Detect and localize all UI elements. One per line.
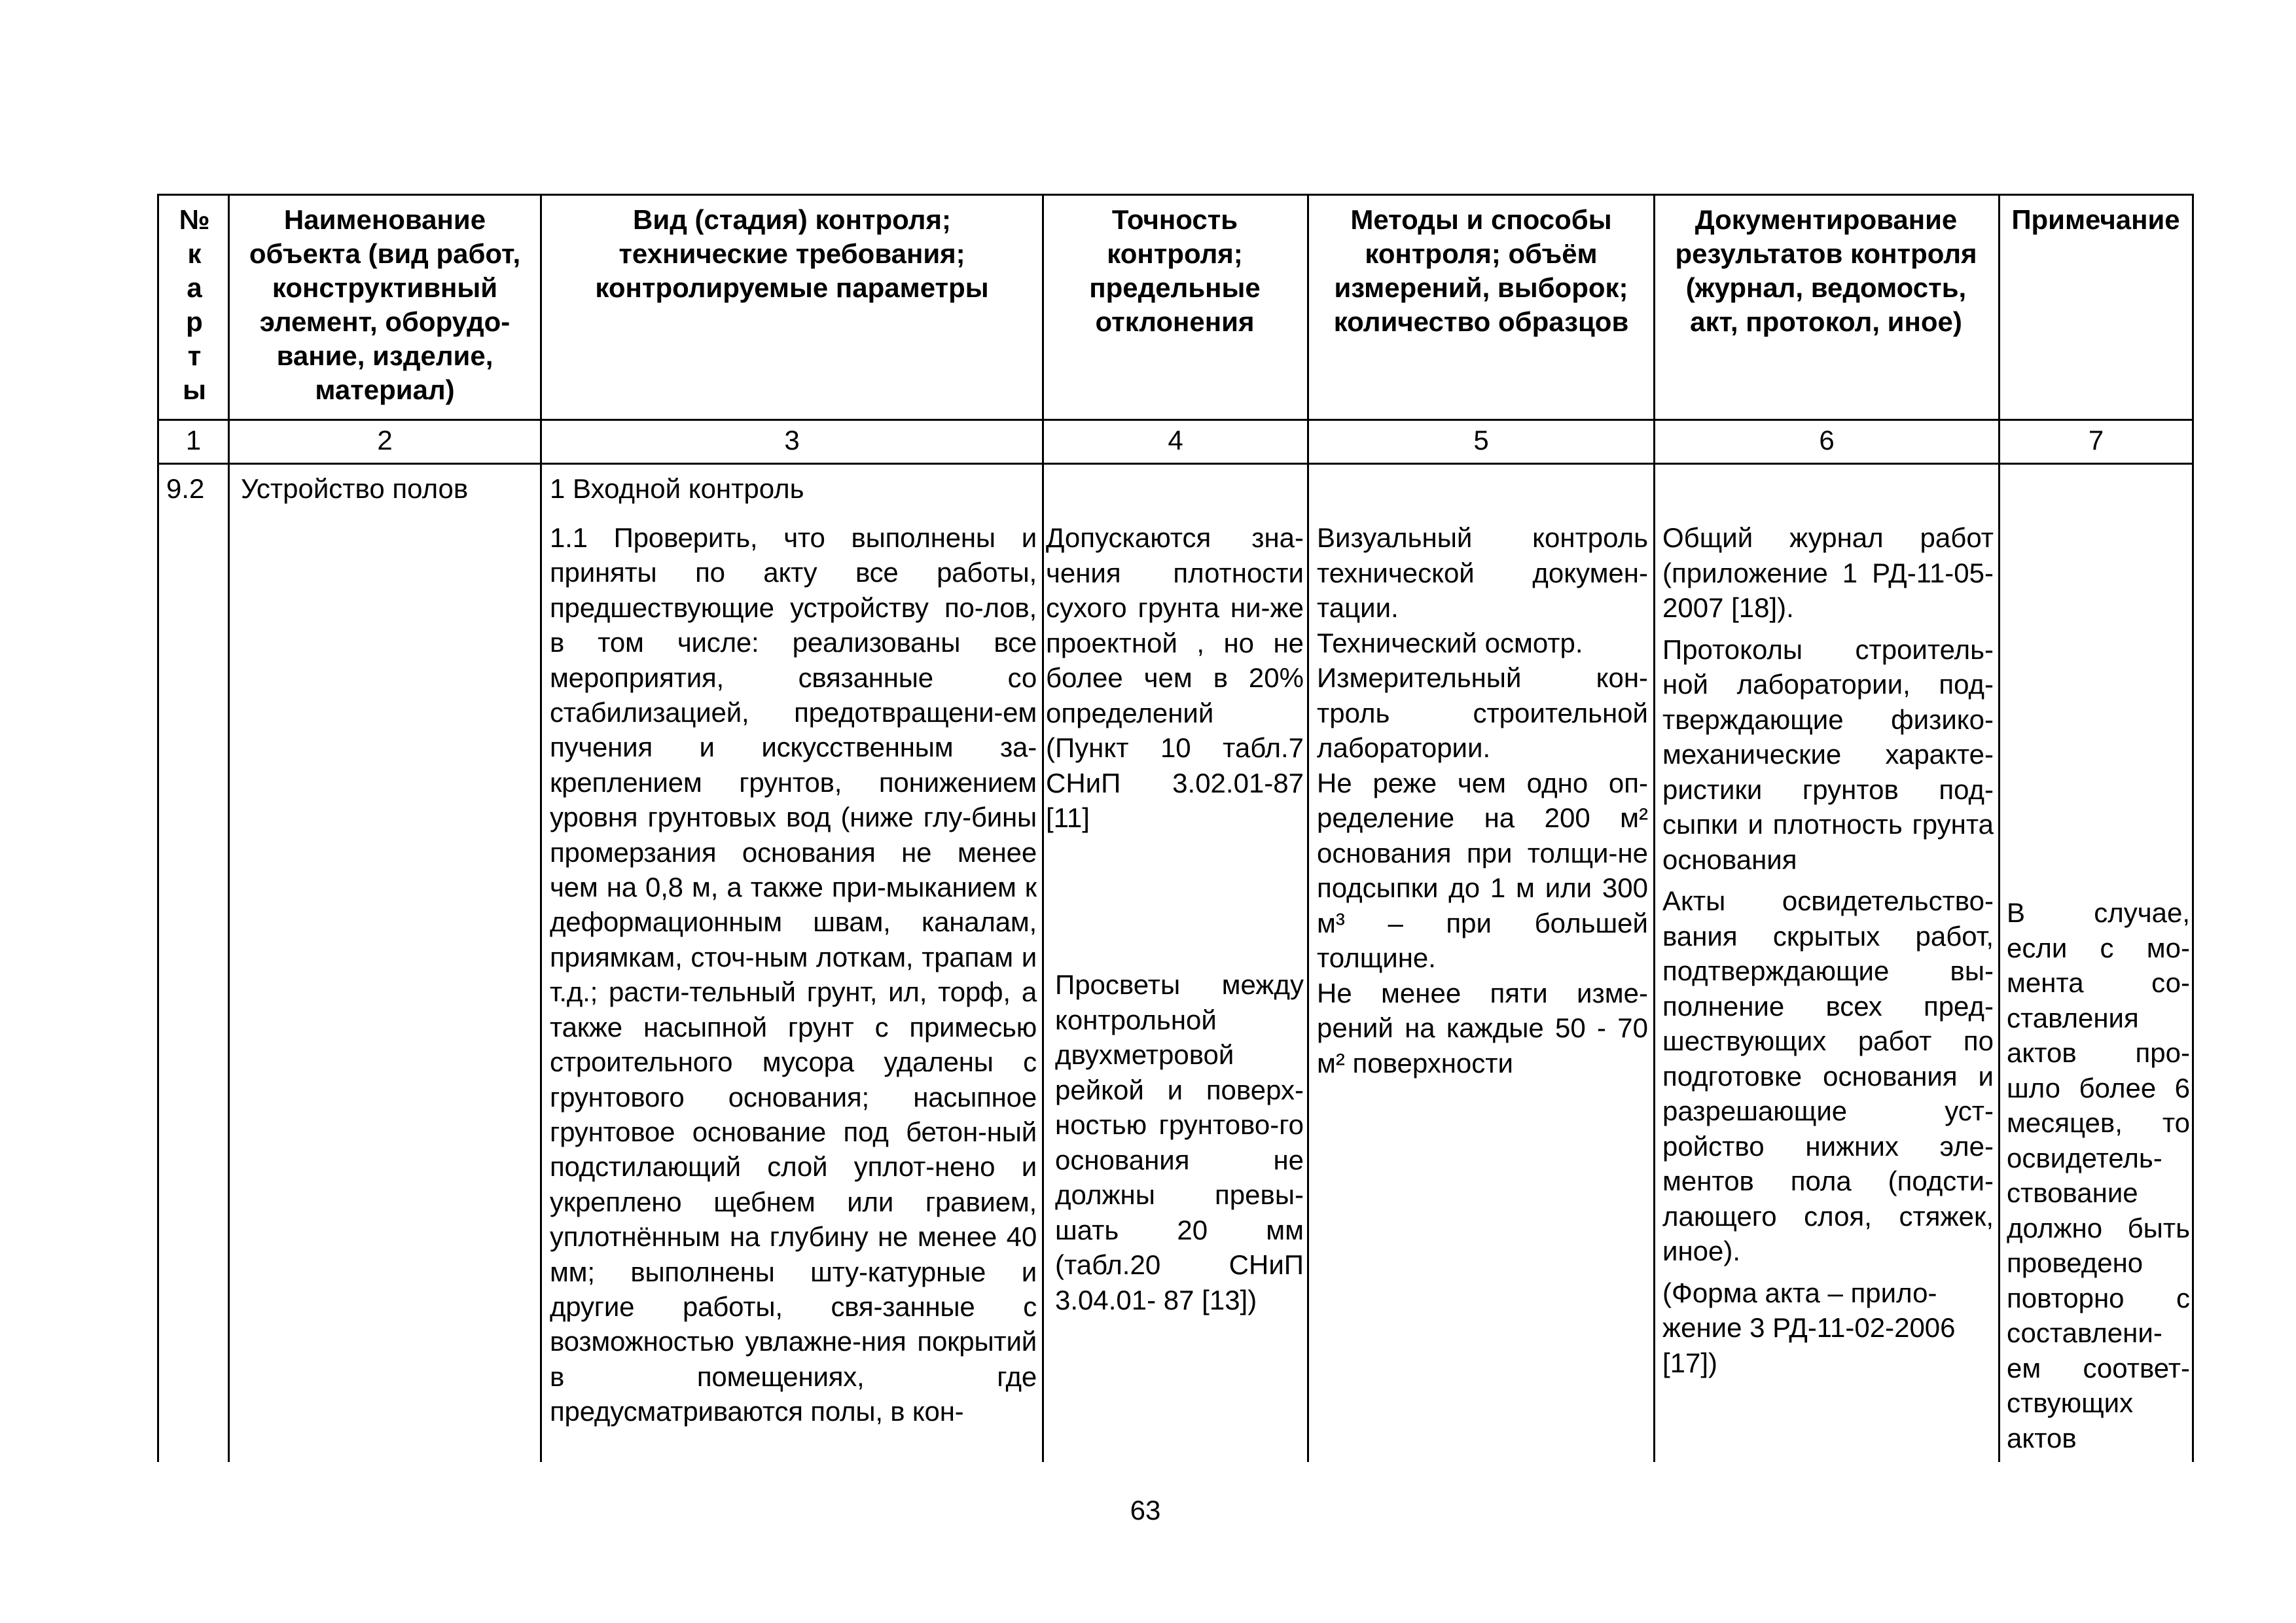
accuracy-text-1: Допускаются зна-чения плотности сухого грунта ни-же проектной , но не более чем в 20% определений (Пункт 10 табл.7 СНиП 3.02.01-87 [11]: [1046, 522, 1304, 833]
header-card-number-char: к: [187, 238, 202, 269]
methods-paragraph: Не менее пяти изме-рений на каждые 50 - 70 м² поверхности: [1317, 977, 1648, 1079]
column-divider-6: [1998, 194, 2000, 1462]
column-number-5: 5: [1473, 425, 1489, 455]
header-methods: Методы и способы контроля; объём измерений, выборок; количество образцов: [1333, 204, 1629, 337]
documentation-paragraph: Общий журнал работ (приложение 1 РД-11-05-2007 [18]).: [1662, 522, 1994, 623]
object-name: Устройство полов: [241, 473, 469, 504]
header-accuracy: Точность контроля; предельные отклонения: [1089, 204, 1261, 337]
column-numbers-bottom-border: [157, 463, 2194, 465]
column-divider-2: [540, 194, 542, 1462]
column-divider-4: [1307, 194, 1309, 1462]
column-number-1: 1: [185, 425, 202, 455]
header-card-number-char: №: [179, 204, 210, 235]
control-stage: 1 Входной контроль: [550, 473, 804, 504]
card-number: 9.2: [166, 473, 205, 504]
table-right-border: [2192, 194, 2194, 1462]
column-divider-5: [1653, 194, 1655, 1462]
column-divider-1: [228, 194, 230, 1462]
column-number-4: 4: [1168, 425, 1183, 455]
page-number: 63: [1130, 1495, 1161, 1525]
methods-cell: [1317, 520, 1648, 1080]
table-left-border: [157, 194, 159, 1462]
header-documentation: Документирование результатов контроля (журнал, ведомость, акт, протокол, иное): [1675, 204, 1977, 337]
methods-paragraph: Визуальный контроль технической докумен-тации.: [1317, 522, 1648, 623]
column-number-7: 7: [2088, 425, 2104, 455]
methods-paragraph: Технический осмотр.: [1317, 627, 1583, 658]
documentation-cell: [1662, 520, 1994, 1380]
table-top-border: [157, 194, 2194, 196]
column-number-6: 6: [1819, 425, 1835, 455]
documentation-paragraph: Акты освидетельство-вания скрытых работ, подтверждающие вы-полнение всех пред-шествующих работ по подготовке основания и разрешающие уст-ройство нижних эле-ментов пола (подсти-лающего слоя, стяжек, иное).: [1662, 885, 1994, 1266]
header-card-number-char: р: [186, 306, 203, 337]
documentation-paragraph: (Форма акта – прило-жение 3 РД-11-02-2006 [17]): [1662, 1277, 1956, 1378]
header-control-type: Вид (стадия) контроля; технические требования; контролируемые параметры: [595, 204, 989, 303]
header-card-number-char: а: [187, 272, 202, 303]
header-object-name: Наименование объекта (вид работ, конструктивный элемент, оборудо-вание, изделие, материал): [249, 204, 521, 405]
accuracy-text-2: Просветы между контрольной двухметровой рейкой и поверх-ностью грунтово-го основания не должны превы-шать 20 мм (табл.20 СНиП 3.04.01- 87 [13]): [1055, 969, 1304, 1315]
note-text: В случае, если с мо-мента со-ставления актов про-шло более 6 месяцев, то освидетель-ствование должно быть проведено повторно с составлени-ем соответ-ствующих актов: [2007, 897, 2190, 1454]
column-number-2: 2: [377, 425, 393, 455]
header-card-number-char: т: [187, 340, 202, 371]
documentation-paragraph: Протоколы строитель-ной лаборатории, под-тверждающие физико-механические характе-ристики грунтов под-сыпки и плотность грунта основания: [1662, 633, 1994, 875]
header-card-number: [165, 203, 224, 407]
header-bottom-border: [157, 419, 2194, 421]
header-note: Примечание: [2011, 204, 2180, 235]
methods-paragraph: Измерительный кон-троль строительной лаборатории.: [1317, 662, 1648, 763]
column-divider-3: [1042, 194, 1044, 1462]
column-number-3: 3: [784, 425, 800, 455]
requirements-text: 1.1 Проверить, что выполнены и приняты по акту все работы, предшествующие устройству по-лов, в том числе: реализованы все мероприятия, связанные со стабилизацией, предотвращени-ем пучения и искусственным за-креплением грунтов, понижением уровня грунтовых вод (ниже глу-бины промерзания основания не менее чем на 0,8 м, а также при-мыканием к деформационным швам, каналам, приямкам, сточ-ным лоткам, трапам и т.д.; расти-тельный грунт, ил, торф, а также насыпной грунт с примесью строительного мусора удалены с грунтового основания; насыпное грунтовое основание под бетон-ный подстилающий слой уплот-нено и укреплено щебнем или гравием, уплотнённым на глубину не менее 40 мм; выполнены шту-катурные и другие работы, свя-занные с возможностью увлажне-ния покрытий в помещениях, где предусматриваются полы, в кон-: [550, 522, 1037, 1427]
methods-paragraph: Не реже чем одно оп-ределение на 200 м² основания при толщи-не подсыпки до 1 м или 300 м³ – при большей толщине.: [1317, 767, 1648, 973]
header-card-number-char: ы: [183, 374, 206, 405]
